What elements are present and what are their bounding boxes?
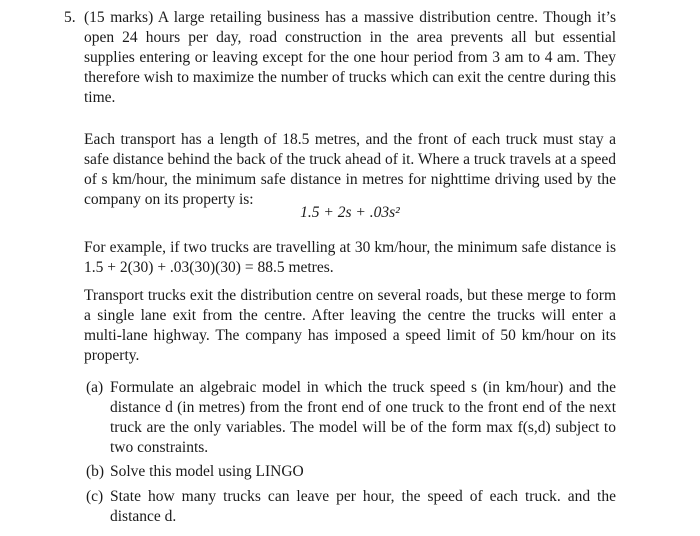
part-a-text: Formulate an algebraic model in which the truck speed s (in km/hour) and the distance d (in metres) from the front end of one truck to the front end of the next truck are the only variables. The model will be of the form max f(s,d) subject to two constraints. — [110, 379, 616, 456]
part-c-label: (c) — [86, 488, 104, 505]
part-b-text: Solve this model using LINGO — [110, 463, 304, 480]
example-paragraph: For example, if two trucks are travelling at 30 km/hour, the minimum safe distance is 1.5 + 2(30) + .03(30)(30) = 88.5 metres. — [84, 239, 616, 276]
part-a-label: (a) — [86, 379, 104, 396]
question-number: 5. — [64, 9, 76, 26]
merge-paragraph: Transport trucks exit the distribution centre on several roads, but these merge to form a single lane exit from the centre. After leaving the centre the trucks will enter a multi-lane highway. The company has imposed a speed limit of 50 km/hour on its property. — [84, 287, 616, 364]
safe-distance-formula: 1.5 + 2s + .03s² — [300, 204, 400, 221]
transport-paragraph: Each transport has a length of 18.5 metres, and the front of each truck must stay a safe distance behind the back of the truck ahead of it. Where a truck travels at a speed of s km/hour, the minimum safe distance in metres for nighttime driving used by the company on its property is: — [84, 131, 616, 208]
part-b-label: (b) — [86, 463, 105, 480]
intro-paragraph: (15 marks) A large retailing business has a massive distribution centre. Though it’s open 24 hours per day, road construction in the area prevents all but essential supplies entering or leaving except for the one hour period from 3 am to 4 am. They therefore wish to maximize the number of trucks which can exit the centre during this time. — [84, 9, 616, 106]
part-c-text: State how many trucks can leave per hour, the speed of each truck. and the distance d. — [110, 488, 616, 525]
